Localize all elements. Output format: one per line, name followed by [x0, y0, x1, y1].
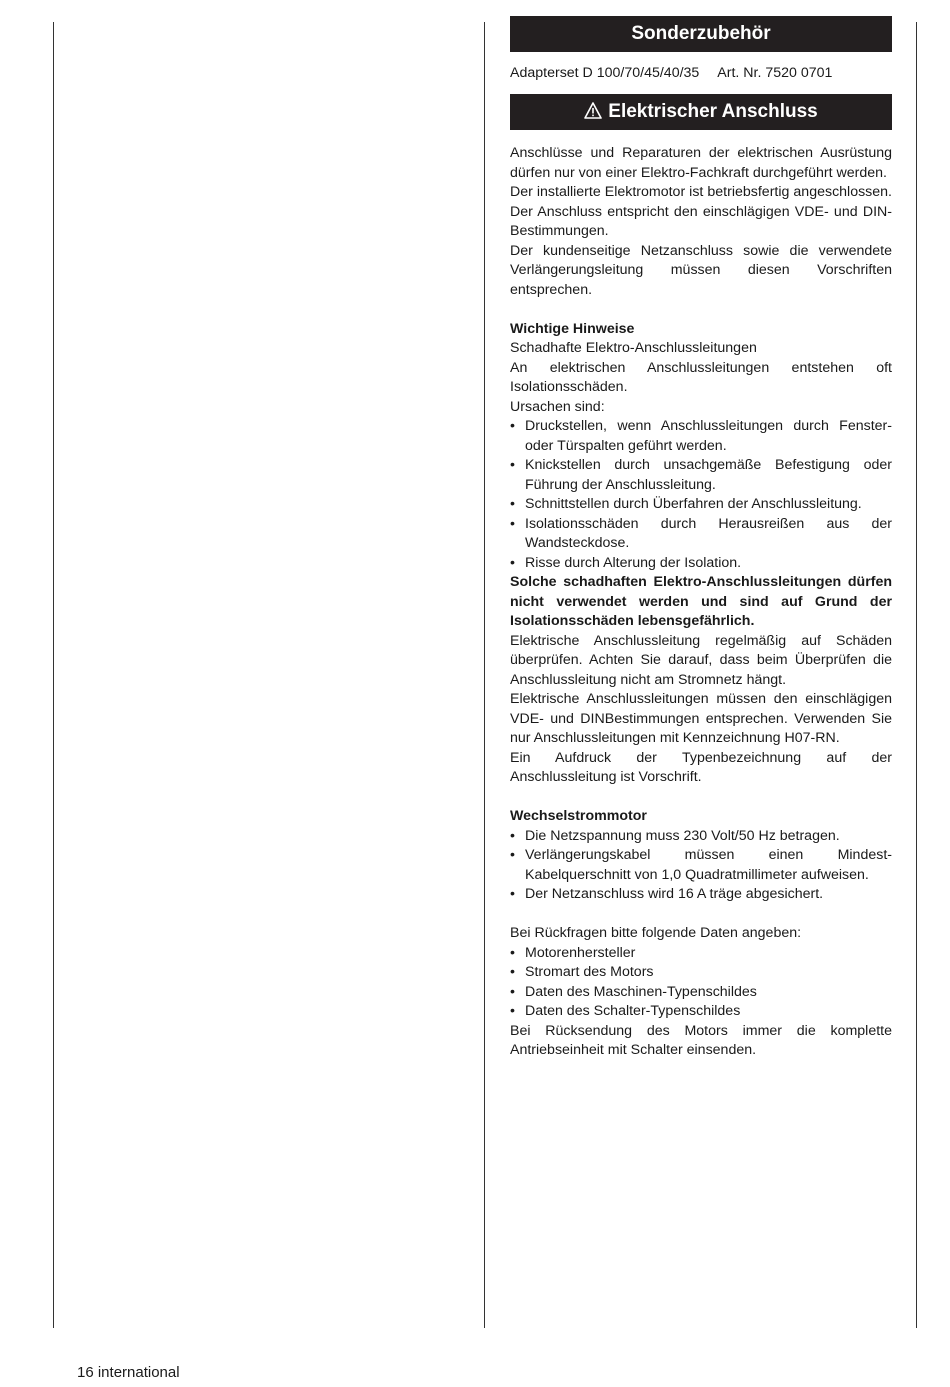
section-header-elektrischer-anschluss: [510, 94, 892, 130]
paragraph: Elektrische Anschlussleitungen müssen den einschlägigen VDE- und DINBestimmungen entsprechen. Verwenden Sie nur Anschlussleitungen mit Kennzeichnung H07-RN.: [510, 691, 892, 746]
rueckfragen-block: [510, 924, 892, 1061]
page-footer: 16 international: [77, 1364, 180, 1381]
accessory-line: [510, 64, 892, 84]
section-header-sonderzubehoer: [510, 16, 892, 52]
paragraph: An elektrischen Anschlussleitungen entstehen oft Isolationsschäden.: [510, 359, 892, 395]
motor-block: [510, 807, 892, 905]
accessory-name: Adapterset D 100/70/45/40/35: [510, 65, 700, 81]
list-item: • Schnittstellen durch Überfahren der Anschlussleitung.: [510, 495, 892, 515]
hinweise-block: [510, 320, 892, 788]
intro-paragraph: Der installierte Elektromotor ist betriebsfertig angeschlossen. Der Anschluss entspricht den einschlägigen VDE- und DIN-Bestimmungen.: [510, 184, 892, 239]
section-title: Elektrischer Anschluss: [608, 101, 818, 122]
list-item: • Daten des Maschinen-Typenschildes: [510, 983, 892, 1003]
list-item: • Verlängerungskabel müssen einen Mindest-Kabelquerschnitt von 1,0 Quadratmillimeter aufweisen.: [510, 846, 892, 885]
warning-paragraph: Solche schadhaften Elektro-Anschlussleitungen dürfen nicht verwendet werden und sind auf Grund der Isolationsschäden lebensgefährlich.: [510, 574, 892, 629]
list-item: • Daten des Schalter-Typenschildes: [510, 1002, 892, 1022]
paragraph: Elektrische Anschlussleitung regelmäßig auf Schäden überprüfen. Achten Sie darauf, dass beim Überprüfen die Anschlussleitung nicht am Stromnetz hängt.: [510, 632, 892, 688]
left-margin-line: [53, 22, 54, 1328]
list-item: • Stromart des Motors: [510, 963, 892, 983]
intro-paragraph: Anschlüsse und Reparaturen der elektrischen Ausrüstung dürfen nur von einer Elektro-Fachkraft durchgeführt werden.: [510, 145, 892, 181]
right-margin-line: [916, 22, 917, 1328]
motor-list: [510, 827, 892, 905]
list-item: • Die Netzspannung muss 230 Volt/50 Hz betragen.: [510, 827, 892, 847]
list-item: • Isolationsschäden durch Herausreißen aus der Wandsteckdose.: [510, 515, 892, 554]
subheading: Wichtige Hinweise: [510, 320, 635, 337]
list-item: • Druckstellen, wenn Anschlussleitungen durch Fenster- oder Türspalten geführt werden.: [510, 417, 892, 456]
accessory-art-nr: Art. Nr. 7520 0701: [717, 65, 833, 81]
column-divider-line: [484, 22, 485, 1328]
paragraph: Ein Aufdruck der Typenbezeichnung auf der Anschlussleitung ist Vorschrift.: [510, 749, 892, 785]
list-item: • Motorenhersteller: [510, 944, 892, 964]
rueckfragen-list: [510, 944, 892, 1022]
right-column: [510, 16, 892, 1061]
list-item: • Der Netzanschluss wird 16 A träge abgesichert.: [510, 885, 892, 905]
intro-block: [510, 144, 892, 300]
subheading: Wechselstrommotor: [510, 808, 647, 824]
warning-triangle-icon: [584, 96, 602, 132]
list-item: • Risse durch Alterung der Isolation.: [510, 554, 892, 574]
causes-list: [510, 417, 892, 573]
list-item: • Knickstellen durch unsachgemäße Befestigung oder Führung der Anschlussleitung.: [510, 456, 892, 495]
paragraph: Bei Rückfragen bitte folgende Daten angeben:: [510, 925, 802, 941]
paragraph: Bei Rücksendung des Motors immer die komplette Antriebseinheit mit Schalter einsenden.: [510, 1022, 892, 1058]
intro-paragraph: Der kundenseitige Netzanschluss sowie die verwendete Verlängerungsleitung müssen diesen Vorschriften entsprechen.: [510, 242, 892, 298]
paragraph: Schadhafte Elektro-Anschlussleitungen: [510, 340, 757, 356]
section-title: Sonderzubehör: [631, 23, 771, 44]
paragraph: Ursachen sind:: [510, 398, 605, 415]
